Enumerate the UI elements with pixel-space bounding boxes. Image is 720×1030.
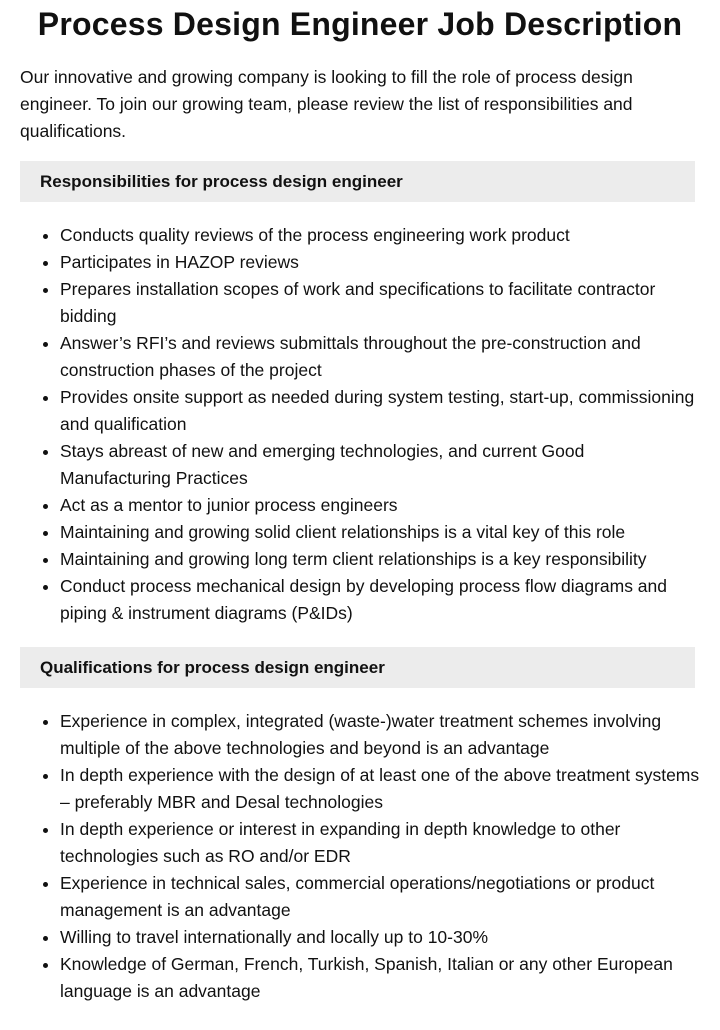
intro-paragraph: Our innovative and growing company is looking to fill the role of process design engineer. To join our growing team, please review the list of responsibilities and qualifications.	[20, 67, 633, 141]
list-item: • Experience in technical sales, commercial operations/negotiations or product management is an advantage	[60, 870, 700, 924]
responsibilities-list	[20, 222, 700, 627]
list-item: • Willing to travel internationally and locally up to 10-30%	[60, 924, 700, 951]
list-item: • Participates in HAZOP reviews	[60, 249, 700, 276]
list-item: • Prepares installation scopes of work and specifications to facilitate contractor bidding	[60, 276, 700, 330]
page-title: Process Design Engineer Job Description	[37, 6, 683, 42]
list-item: • Provides onsite support as needed during system testing, start-up, commissioning and qualification	[60, 384, 700, 438]
list-item: • Maintaining and growing solid client relationships is a vital key of this role	[60, 519, 700, 546]
list-item: • In depth experience or interest in expanding in depth knowledge to other technologies such as RO and/or EDR	[60, 816, 700, 870]
list-item: • Knowledge of German, French, Turkish, Spanish, Italian or any other European language is an advantage	[60, 951, 700, 1005]
list-item: • Act as a mentor to junior process engineers	[60, 492, 700, 519]
list-item: • Conducts quality reviews of the process engineering work product	[60, 222, 700, 249]
list-item: • Answer’s RFI’s and reviews submittals throughout the pre-construction and construction phases of the project	[60, 330, 700, 384]
qualifications-heading: Qualifications for process design engineer	[20, 647, 695, 688]
list-item: • Conduct process mechanical design by developing process flow diagrams and piping & instrument diagrams (P&IDs)	[60, 573, 700, 627]
list-item: • In depth experience with the design of at least one of the above treatment systems – preferably MBR and Desal technologies	[60, 762, 700, 816]
list-item: • Maintaining and growing long term client relationships is a key responsibility	[60, 546, 700, 573]
qualifications-list	[20, 708, 700, 1005]
list-item: • Experience in complex, integrated (waste-)water treatment schemes involving multiple of the above technologies and beyond is an advantage	[60, 708, 700, 762]
responsibilities-heading: Responsibilities for process design engineer	[20, 161, 695, 202]
list-item: • Stays abreast of new and emerging technologies, and current Good Manufacturing Practices	[60, 438, 700, 492]
